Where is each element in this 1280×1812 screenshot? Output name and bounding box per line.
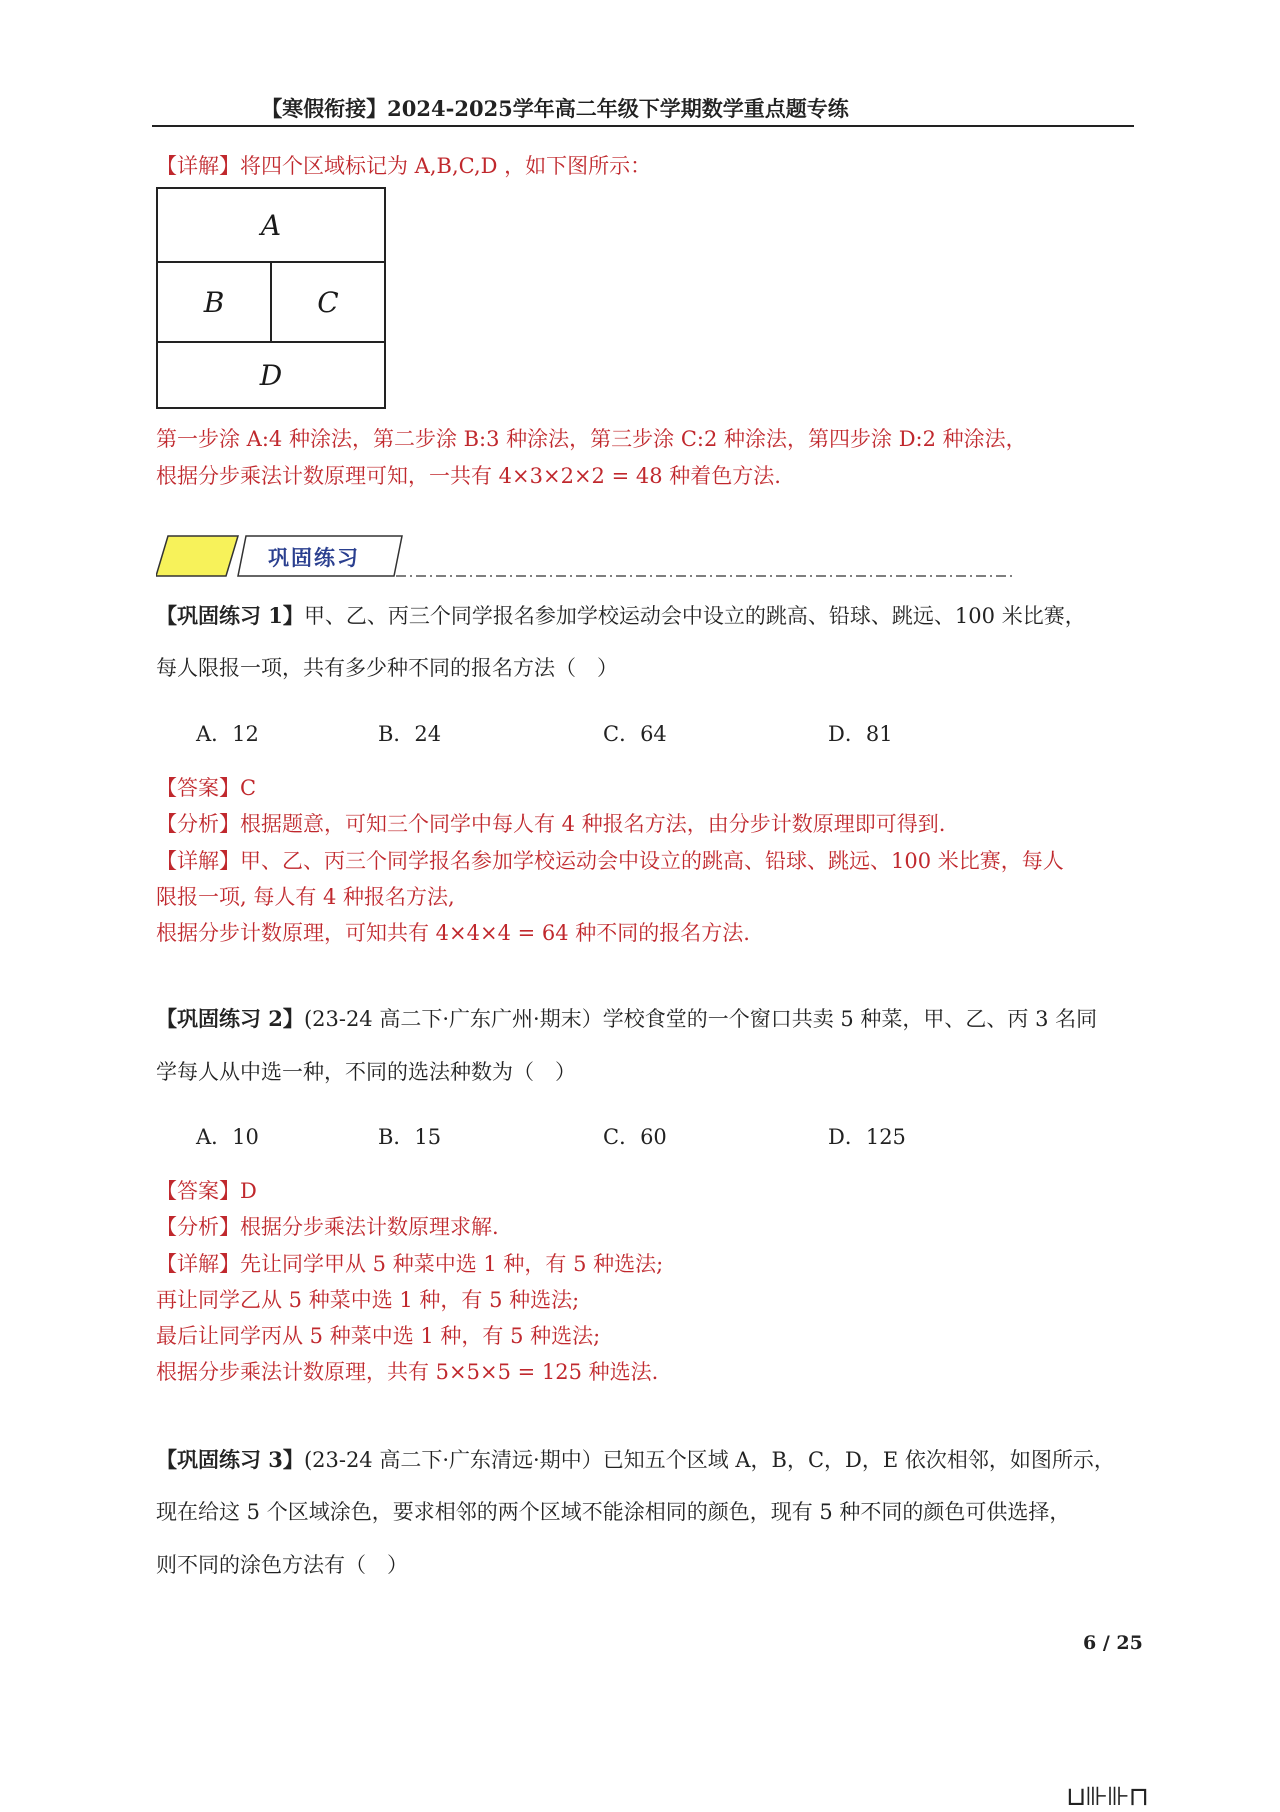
q1-detail-1 — [156, 845, 1064, 875]
banner-yellow-tab — [156, 536, 238, 576]
region-b: B — [158, 263, 272, 341]
q1-option-d: D．81 — [828, 722, 893, 746]
q2-answer-label: 【答案】 — [156, 1179, 240, 1203]
q2-line-1 — [156, 1003, 1097, 1033]
q2-text-1: (23-24 高二下·广东广州·期末）学校食堂的一个窗口共卖 5 种菜，甲、乙、丙 3 名同 — [303, 1007, 1098, 1031]
q2-option-a: A．10 — [196, 1125, 259, 1149]
steps-line-1: 第一步涂 A:4 种涂法，第二步涂 B:3 种涂法，第三步涂 C:2 种涂法，第四步涂 D:2 种涂法， — [156, 427, 1027, 451]
q1-option-b: B．24 — [378, 722, 442, 746]
header-rule — [152, 125, 1134, 127]
intro-text: 将四个区域标记为 A,B,C,D ，如下图所示： — [240, 154, 652, 178]
q2-detail-label: 【详解】 — [156, 1252, 240, 1276]
q2-detail-1 — [156, 1248, 663, 1278]
page-header-title: 【寒假衔接】2024-2025学年高二年级下学期数学重点题专练 — [261, 96, 849, 121]
q1-label: 【巩固练习 1】 — [156, 603, 304, 628]
q1-option-a: A．12 — [196, 722, 259, 746]
q1-detail-3: 根据分步计数原理，可知共有 4×4×4 = 64 种不同的报名方法. — [156, 921, 750, 945]
q2-option-d: D．125 — [828, 1125, 906, 1149]
q1-detail-label: 【详解】 — [156, 849, 240, 873]
q1-answer — [156, 772, 256, 802]
q1-answer-value: C — [240, 776, 257, 800]
q3-line-2: 现在给这 5 个区域涂色，要求相邻的两个区域不能涂相同的颜色，现有 5 种不同的颜色可供选择， — [156, 1500, 1071, 1524]
q3-text-1: (23-24 高二下·广东清远·期中）已知五个区域 A，B，C，D，E 依次相邻，如图所示， — [303, 1448, 1115, 1472]
q2-option-c: C．60 — [603, 1125, 667, 1149]
q1-analysis — [156, 808, 945, 838]
q2-analysis-text: 根据分步乘法计数原理求解. — [240, 1215, 499, 1239]
q1-text-1: 甲、乙、丙三个同学报名参加学校运动会中设立的跳高、铅球、跳远、100 米比赛， — [303, 604, 1086, 628]
region-d: D — [158, 341, 384, 407]
region-a: A — [158, 189, 384, 263]
q2-option-b: B．15 — [378, 1125, 442, 1149]
section-title: 巩固练习 — [268, 545, 360, 570]
q1-answer-label: 【答案】 — [156, 776, 240, 800]
q2-analysis — [156, 1211, 499, 1241]
q1-detail-2: 限报一项, 每人有 4 种报名方法, — [156, 885, 455, 909]
q2-detail-2: 再让同学乙从 5 种菜中选 1 种，有 5 种选法; — [156, 1288, 580, 1312]
intro-label: 【详解】 — [156, 154, 240, 178]
q2-detail-3: 最后让同学丙从 5 种菜中选 1 种，有 5 种选法; — [156, 1324, 601, 1348]
steps-line-2: 根据分步乘法计数原理可知，一共有 4×3×2×2 = 48 种着色方法. — [156, 464, 781, 488]
q3-label: 【巩固练习 3】 — [156, 1447, 304, 1472]
q2-analysis-label: 【分析】 — [156, 1215, 240, 1239]
q2-label: 【巩固练习 2】 — [156, 1006, 304, 1031]
q2-answer-value: D — [240, 1179, 257, 1203]
region-c: C — [317, 285, 339, 319]
page-number: 6 / 25 — [1083, 1632, 1143, 1654]
q3-line-3: 则不同的涂色方法有（ ） — [156, 1553, 408, 1577]
q1-option-c: C．64 — [603, 722, 667, 746]
q1-detail-text-1: 甲、乙、丙三个同学报名参加学校运动会中设立的跳高、铅球、跳远、100 米比赛，每人 — [240, 849, 1064, 873]
intro-line — [156, 150, 651, 180]
q1-analysis-label: 【分析】 — [156, 812, 240, 836]
q2-line-2: 学每人从中选一种，不同的选法种数为（ ） — [156, 1060, 576, 1084]
q1-analysis-text: 根据题意，可知三个同学中每人有 4 种报名方法，由分步计数原理即可得到. — [240, 812, 946, 836]
watermark-logo: ⊔⊪⊪⊓ — [1066, 1782, 1148, 1812]
q2-detail-text-1: 先让同学甲从 5 种菜中选 1 种，有 5 种选法; — [240, 1252, 664, 1276]
q2-answer — [156, 1175, 257, 1205]
q2-detail-4: 根据分步乘法计数原理，共有 5×5×5 = 125 种选法. — [156, 1360, 659, 1384]
q3-line-1 — [156, 1444, 1115, 1474]
q1-line-1 — [156, 600, 1086, 630]
q1-line-2: 每人限报一项，共有多少种不同的报名方法（ ） — [156, 656, 618, 680]
region-diagram — [156, 187, 386, 409]
